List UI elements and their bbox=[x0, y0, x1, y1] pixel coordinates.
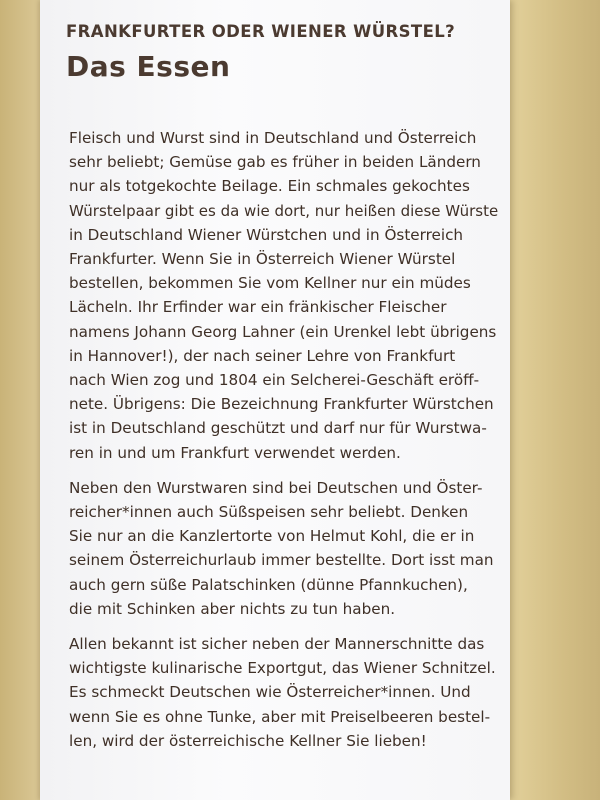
text-line: Neben den Wurstwaren sind bei Deutschen und Öster- bbox=[69, 478, 483, 497]
text-line: Fleisch und Wurst sind in Deutschland und Österreich bbox=[69, 129, 477, 147]
text-line: reicher*innen auch Süßspeisen sehr beliebt. Denken bbox=[69, 503, 469, 522]
text-line: auch gern süße Palatschinken (dünne Pfannkuchen), bbox=[69, 575, 468, 594]
wall-right bbox=[510, 0, 600, 800]
text-line: die mit Schinken aber nichts zu tun haben. bbox=[69, 599, 396, 618]
wall-left bbox=[0, 0, 40, 800]
text-line: nach Wien zog und 1804 ein Selcherei-Geschäft eröff- bbox=[69, 371, 480, 390]
sign-kicker: FRANKFURTER ODER WIENER WÜRSTEL? bbox=[66, 22, 456, 41]
text-line: bestellen, bekommen Sie vom Kellner nur ein müdes bbox=[69, 274, 471, 293]
text-line: in Deutschland Wiener Würstchen und in Österreich bbox=[69, 225, 464, 244]
text-line: namens Johann Georg Lahner (ein Urenkel lebt übrigens bbox=[69, 322, 497, 341]
text-line: Würstelpaar gibt es da wie dort, nur heißen diese Würste bbox=[69, 201, 499, 220]
paragraph-3 bbox=[69, 632, 499, 753]
text-line: in Hannover!), der nach seiner Lehre von Frankfurt bbox=[69, 346, 456, 365]
text-line: Es schmeckt Deutschen wie Österreicher*innen. Und bbox=[69, 683, 471, 702]
text-line: ren in und um Frankfurt verwendet werden. bbox=[69, 443, 401, 462]
text-line: seinem Österreichurlaub immer bestellte. Dort isst man bbox=[69, 551, 494, 570]
info-sign-panel bbox=[40, 0, 510, 800]
text-line: Lächeln. Ihr Erfinder war ein fränkischer Fleischer bbox=[69, 298, 447, 317]
text-line: Frankfurter. Wenn Sie in Österreich Wiener Würstel bbox=[69, 250, 456, 269]
paragraph-2 bbox=[69, 476, 499, 621]
text-line: ist in Deutschland geschützt und darf nur für Wurstwa- bbox=[69, 419, 487, 438]
paragraph-1 bbox=[69, 126, 499, 465]
text-line: nete. Übrigens: Die Bezeichnung Frankfurter Würstchen bbox=[69, 395, 494, 414]
text-line: sehr beliebt; Gemüse gab es früher in beiden Ländern bbox=[69, 153, 481, 172]
sign-title: Das Essen bbox=[66, 50, 231, 83]
text-line: wichtigste kulinarische Exportgut, das Wiener Schnitzel. bbox=[69, 659, 496, 678]
text-line: Allen bekannt ist sicher neben der Mannerschnitte das bbox=[69, 635, 485, 654]
text-line: nur als totgekochte Beilage. Ein schmales gekochtes bbox=[69, 177, 470, 196]
text-line: wenn Sie es ohne Tunke, aber mit Preiselbeeren bestel- bbox=[69, 707, 491, 726]
sign-body bbox=[69, 126, 499, 753]
text-line: Sie nur an die Kanzlertorte von Helmut Kohl, die er in bbox=[69, 527, 475, 546]
text-line: len, wird der österreichische Kellner Sie lieben! bbox=[69, 731, 427, 750]
